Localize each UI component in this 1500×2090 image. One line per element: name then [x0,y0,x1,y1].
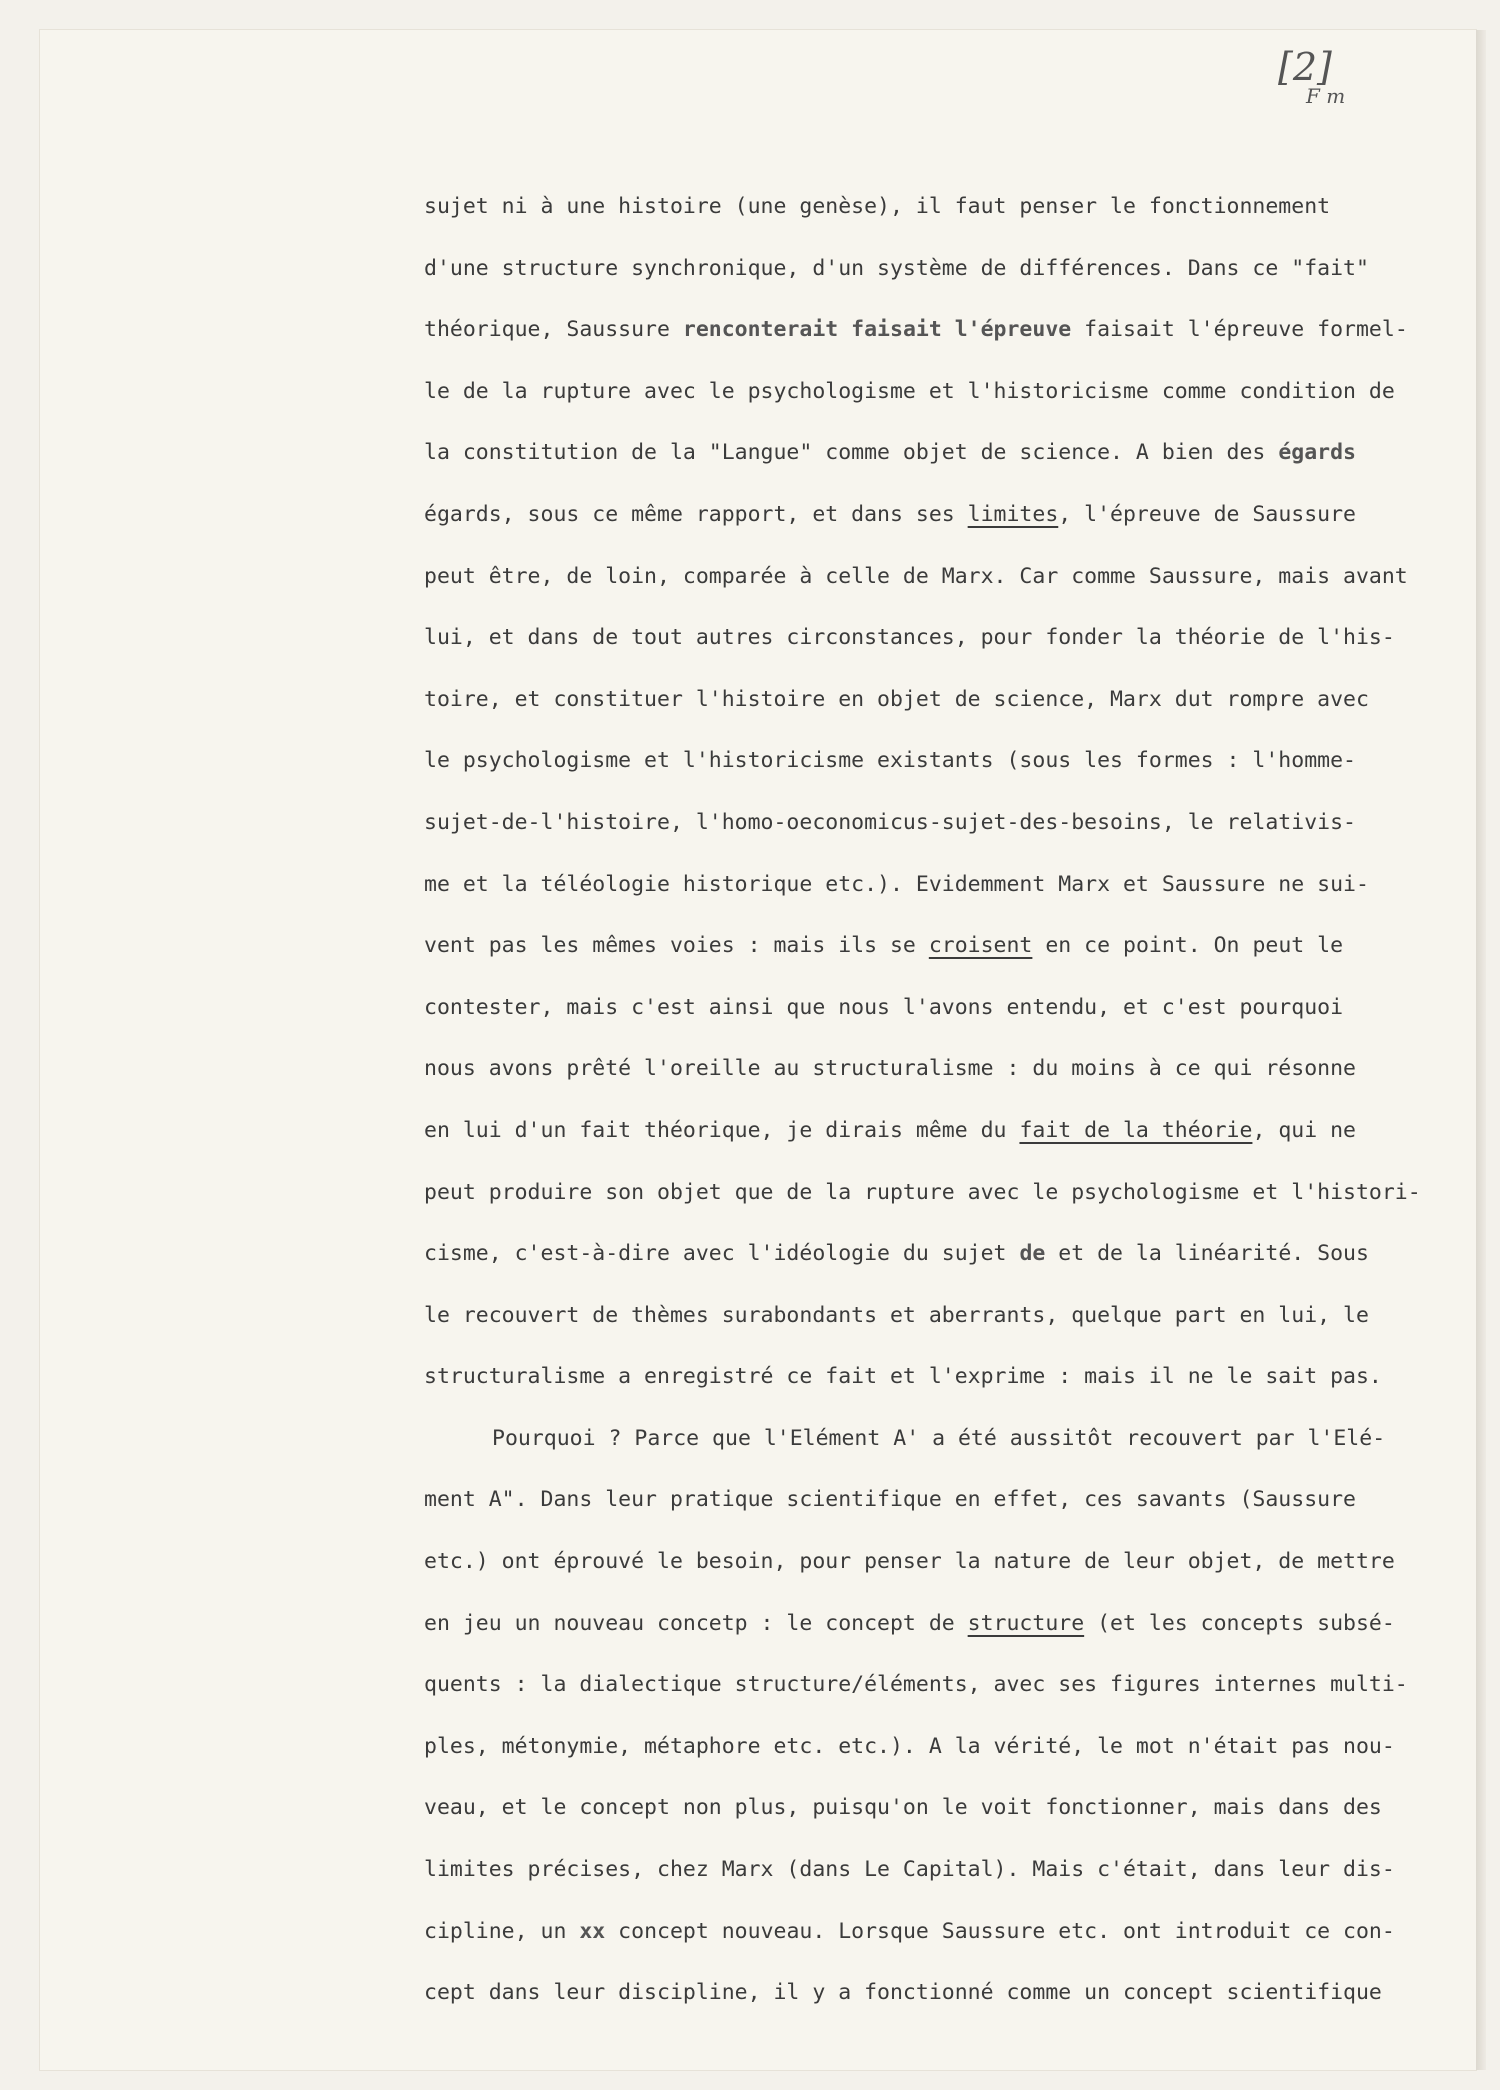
text-line [424,1223,1454,1285]
text-segment: vent pas les mêmes voies : mais ils se [424,933,929,959]
text-segment: faisait l'épreuve formel- [1071,317,1408,343]
struck-over-text: égards [1278,440,1356,466]
text-line [424,299,1454,361]
text-line: le de la rupture avec le psychologisme et l'historicisme comme condition de [424,378,1395,404]
text-line: peut produire son objet que de la rupture avec le psychologisme et l'histori- [424,1179,1421,1205]
underlined-text: limites [967,501,1059,527]
text-line: ples, métonymie, métaphore etc. etc.). A la vérité, le mot n'était pas nou- [424,1733,1395,1759]
text-line: peut être, de loin, comparée à celle de Marx. Car comme Saussure, mais avant [424,563,1408,589]
text-segment: cisme, c'est-à-dire avec l'idéologie du sujet [424,1241,1020,1267]
text-line: d'une structure synchronique, d'un système de différences. Dans ce "fait" [424,255,1369,281]
text-segment: en lui d'un fait théorique, je dirais même du [424,1117,1020,1143]
text-line: lui, et dans de tout autres circonstances, pour fonder la théorie de l'his- [424,625,1395,651]
text-line [424,422,1454,484]
text-line: sujet-de-l'histoire, l'homo-oeconomicus-sujet-des-besoins, le relativis- [424,809,1356,835]
text-line [424,1100,1454,1162]
text-line [424,1901,1454,1963]
handwritten-annotation [1278,45,1346,108]
text-segment: en ce point. On peut le [1032,933,1344,959]
text-segment: en jeu un nouveau concetp : le concept de [424,1610,968,1636]
struck-over-text: xx [579,1918,606,1944]
text-line: ment A". Dans leur pratique scientifique en effet, ces savants (Saussure [424,1487,1356,1513]
text-line: quents : la dialectique structure/éléments, avec ses figures internes multi- [424,1672,1408,1698]
text-line: sujet ni à une histoire (une genèse), il faut penser le fonctionnement [424,194,1331,219]
text-line: nous avons prêté l'oreille au structuralisme : du moins à ce qui résonne [424,1056,1356,1082]
underlined-text: fait de la théorie [1019,1117,1253,1143]
initials-annotation: F m [1306,84,1346,108]
text-line: le recouvert de thèmes surabondants et aberrants, quelque part en lui, le [424,1302,1369,1328]
text-segment: , qui ne [1252,1117,1356,1143]
underlined-text: croisent [928,933,1033,959]
text-line: veau, et le concept non plus, puisqu'on le voit fonctionner, mais dans des [424,1795,1382,1821]
text-line: contester, mais c'est ainsi que nous l'avons entendu, et c'est pourquoi [424,994,1344,1020]
text-line: Pourquoi ? Parce que l'Elément A' a été aussitôt recouvert par l'Elé- [492,1425,1386,1451]
struck-over-text: de [1019,1241,1046,1267]
text-line: cept dans leur discipline, il y a fonctionné comme un concept scientifique [424,1980,1382,2006]
text-line [424,915,1454,977]
text-line: structuralisme a enregistré ce fait et l'exprime : mais il ne le sait pas. [424,1364,1382,1390]
text-segment: et de la linéarité. Sous [1045,1241,1369,1267]
page-number-annotation: [2] [1278,45,1332,89]
text-segment: concept nouveau. Lorsque Saussure etc. ont introduit ce con- [605,1918,1395,1944]
text-segment: théorique, Saussure [424,317,683,343]
text-line: limites précises, chez Marx (dans Le Capital). Mais c'était, dans leur dis- [424,1857,1395,1883]
text-line: le psychologisme et l'historicisme existants (sous les formes : l'homme- [424,748,1356,774]
text-line [424,1593,1454,1655]
text-line [424,484,1454,546]
text-segment: (et les concepts subsé- [1084,1610,1395,1636]
text-segment: la constitution de la "Langue" comme objet de science. A bien des [424,440,1279,466]
struck-over-text: renconterait faisait l'épreuve [682,317,1072,343]
text-segment: cipline, un [424,1918,580,1944]
typescript-body [424,176,1454,2024]
underlined-text: structure [967,1610,1085,1636]
text-segment: égards, sous ce même rapport, et dans ses [424,501,968,527]
page-edge-shadow [1476,30,1486,2070]
text-line: toire, et constituer l'histoire en objet de science, Marx dut rompre avec [424,686,1369,712]
text-line: etc.) ont éprouvé le besoin, pour penser la nature de leur objet, de mettre [424,1549,1395,1575]
text-segment: , l'épreuve de Saussure [1058,501,1356,527]
text-line: me et la téléologie historique etc.). Evidemment Marx et Saussure ne sui- [424,871,1369,897]
